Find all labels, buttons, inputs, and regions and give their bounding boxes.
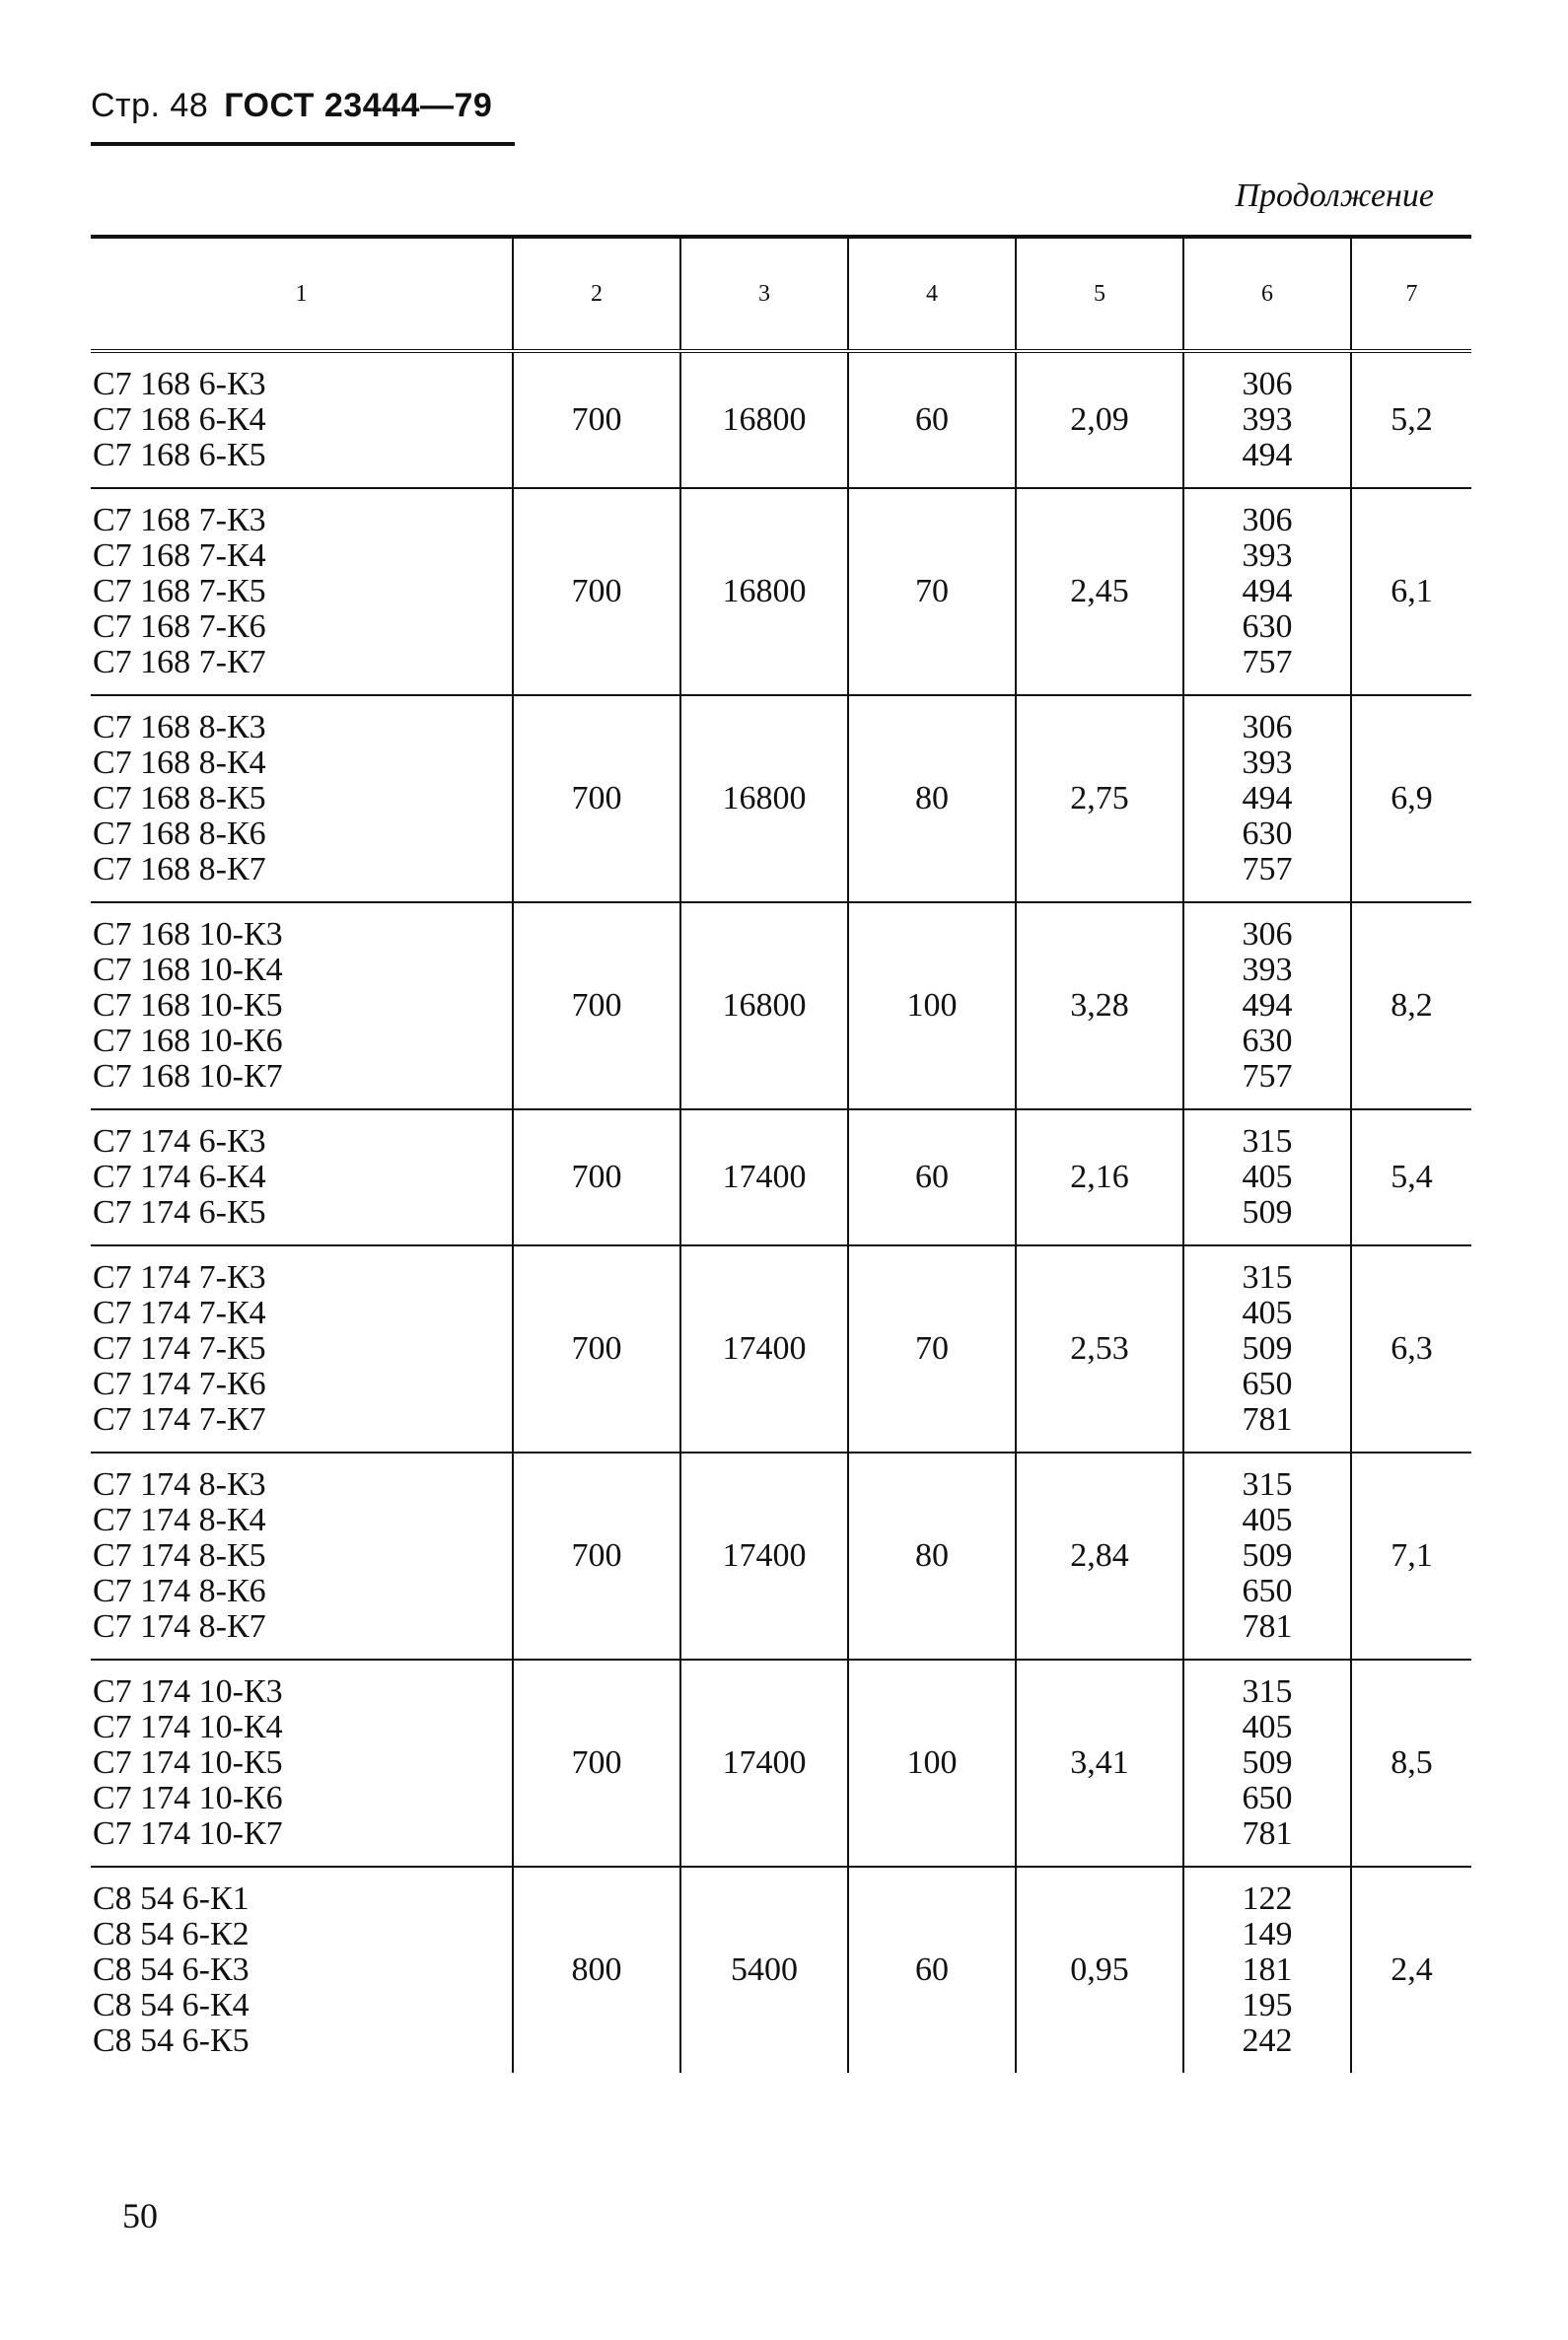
- designation-cell: [91, 902, 513, 1109]
- grade-cell-line: 630: [1242, 815, 1293, 852]
- designation-cell-line: С8 54 6-К4: [93, 1987, 249, 2023]
- value-cell-col7: 6,1: [1351, 488, 1471, 695]
- designation-cell-line: С7 168 10-К5: [93, 987, 283, 1024]
- column-header-4: 4: [848, 237, 1016, 351]
- grade-cell-line: 405: [1242, 1709, 1293, 1745]
- designation-cell-line: С8 54 6-К2: [93, 1916, 249, 1952]
- value-cell-col7: 6,9: [1351, 695, 1471, 902]
- value-cell-col3: 17400: [680, 1453, 848, 1660]
- grade-cell-line: 306: [1242, 502, 1293, 538]
- grade-cell: [1183, 488, 1351, 695]
- value-cell-col4: 100: [848, 1660, 1016, 1867]
- value-cell-col3: 17400: [680, 1245, 848, 1453]
- designation-cell-line: С7 174 10-К4: [93, 1709, 283, 1745]
- value-cell-col4: 80: [848, 695, 1016, 902]
- designation-cell-line: С7 174 7-К4: [93, 1295, 266, 1331]
- grade-cell-line: 393: [1242, 537, 1293, 574]
- grade-cell-line: 405: [1242, 1159, 1293, 1195]
- grade-cell-line: 781: [1242, 1815, 1293, 1852]
- table-row: [91, 1660, 1471, 1867]
- designation-cell: [91, 1453, 513, 1660]
- grade-cell-line: 509: [1242, 1537, 1293, 1574]
- designation-cell: [91, 695, 513, 902]
- grade-cell-line: 306: [1242, 366, 1293, 402]
- designation-cell-line: С7 168 6-К3: [93, 366, 266, 402]
- designation-cell-line: С7 174 8-К7: [93, 1608, 266, 1645]
- grade-cell-line: 757: [1242, 851, 1293, 887]
- designation-cell-line: С7 168 7-К5: [93, 573, 266, 609]
- designation-cell-line: С7 168 10-К3: [93, 916, 283, 953]
- grade-cell-line: 393: [1242, 745, 1293, 781]
- designation-cell: [91, 1245, 513, 1453]
- designation-cell-line: С8 54 6-К3: [93, 1951, 249, 1988]
- designation-cell-line: С7 168 8-К3: [93, 709, 266, 745]
- designation-cell-line: С7 174 7-К6: [93, 1366, 266, 1402]
- grade-cell-line: 306: [1242, 709, 1293, 745]
- value-cell-col5: 2,53: [1016, 1245, 1183, 1453]
- designation-cell-line: С7 168 7-К6: [93, 608, 266, 645]
- grade-cell-line: 405: [1242, 1502, 1293, 1538]
- grade-cell: [1183, 351, 1351, 488]
- designation-cell-line: С7 168 7-К7: [93, 644, 266, 680]
- table-row: [91, 1245, 1471, 1453]
- designation-cell-line: С7 168 10-К7: [93, 1058, 283, 1095]
- grade-cell-line: 315: [1242, 1673, 1293, 1710]
- designation-cell: [91, 1109, 513, 1245]
- grade-cell: [1183, 695, 1351, 902]
- designation-cell: [91, 488, 513, 695]
- value-cell-col3: 16800: [680, 351, 848, 488]
- grade-cell-line: 405: [1242, 1295, 1293, 1331]
- value-cell-col7: 5,2: [1351, 351, 1471, 488]
- grade-cell: [1183, 902, 1351, 1109]
- grade-cell-line: 315: [1242, 1466, 1293, 1503]
- header-rule: [91, 142, 515, 146]
- value-cell-col2: 700: [513, 1245, 680, 1453]
- grade-cell-line: 315: [1242, 1123, 1293, 1160]
- value-cell-col2: 700: [513, 695, 680, 902]
- grade-cell: [1183, 1245, 1351, 1453]
- designation-cell-line: С7 174 7-К3: [93, 1259, 266, 1296]
- grade-cell-line: 494: [1242, 437, 1293, 473]
- designation-cell-line: С7 174 8-К4: [93, 1502, 266, 1538]
- value-cell-col4: 60: [848, 351, 1016, 488]
- grade-cell-line: 650: [1242, 1573, 1293, 1609]
- value-cell-col2: 700: [513, 488, 680, 695]
- designation-cell-line: С7 168 7-К3: [93, 502, 266, 538]
- table-row: [91, 488, 1471, 695]
- value-cell-col5: 2,16: [1016, 1109, 1183, 1245]
- table-row: [91, 902, 1471, 1109]
- designation-cell-line: С8 54 6-К5: [93, 2022, 249, 2059]
- grade-cell-line: 393: [1242, 401, 1293, 438]
- grade-cell-line: 315: [1242, 1259, 1293, 1296]
- value-cell-col5: 2,84: [1016, 1453, 1183, 1660]
- grade-cell-line: 149: [1242, 1916, 1293, 1952]
- grade-cell-line: 494: [1242, 780, 1293, 816]
- designation-cell-line: С7 168 8-К5: [93, 780, 266, 816]
- value-cell-col2: 700: [513, 1453, 680, 1660]
- table-row: [91, 1109, 1471, 1245]
- value-cell-col3: 17400: [680, 1109, 848, 1245]
- designation-cell-line: С7 168 6-К5: [93, 437, 266, 473]
- value-cell-col4: 70: [848, 1245, 1016, 1453]
- value-cell-col5: 2,75: [1016, 695, 1183, 902]
- table-row: [91, 1453, 1471, 1660]
- designation-cell-line: С7 174 10-К7: [93, 1815, 283, 1852]
- designation-cell-line: С7 168 8-К7: [93, 851, 266, 887]
- value-cell-col3: 16800: [680, 902, 848, 1109]
- designation-cell-line: С7 174 7-К5: [93, 1330, 266, 1367]
- column-header-5: 5: [1016, 237, 1183, 351]
- value-cell-col4: 100: [848, 902, 1016, 1109]
- value-cell-col5: 3,41: [1016, 1660, 1183, 1867]
- grade-cell: [1183, 1453, 1351, 1660]
- designation-cell-line: С7 168 10-К6: [93, 1023, 283, 1059]
- column-header-3: 3: [680, 237, 848, 351]
- grade-cell-line: 242: [1242, 2022, 1293, 2059]
- column-header-7: 7: [1351, 237, 1471, 351]
- column-header-1: 1: [91, 237, 513, 351]
- grade-cell-line: 509: [1242, 1330, 1293, 1367]
- grade-cell: [1183, 1109, 1351, 1245]
- designation-cell-line: С7 168 6-К4: [93, 401, 266, 438]
- standard-number: ГОСТ 23444—79: [224, 87, 493, 124]
- grade-cell-line: 181: [1242, 1951, 1293, 1988]
- column-number-row: [91, 237, 1471, 351]
- grade-cell-line: 494: [1242, 987, 1293, 1024]
- grade-cell: [1183, 1660, 1351, 1867]
- value-cell-col2: 700: [513, 1660, 680, 1867]
- grade-cell-line: 650: [1242, 1366, 1293, 1402]
- designation-cell-line: С7 168 10-К4: [93, 952, 283, 988]
- value-cell-col3: 5400: [680, 1867, 848, 2073]
- designation-cell-line: С7 174 8-К6: [93, 1573, 266, 1609]
- continuation-label: Продолжение: [1235, 177, 1434, 214]
- grade-cell-line: 195: [1242, 1987, 1293, 2023]
- designation-cell-line: С7 174 10-К5: [93, 1744, 283, 1781]
- designation-cell-line: С7 174 7-К7: [93, 1401, 266, 1438]
- designation-cell-line: С7 168 8-К4: [93, 745, 266, 781]
- designation-cell: [91, 1660, 513, 1867]
- table-row: [91, 1867, 1471, 2073]
- column-header-6: 6: [1183, 237, 1351, 351]
- designation-cell: [91, 1867, 513, 2073]
- value-cell-col5: 2,45: [1016, 488, 1183, 695]
- grade-cell-line: 306: [1242, 916, 1293, 953]
- value-cell-col7: 5,4: [1351, 1109, 1471, 1245]
- value-cell-col4: 70: [848, 488, 1016, 695]
- value-cell-col7: 7,1: [1351, 1453, 1471, 1660]
- table-row: [91, 351, 1471, 488]
- grade-cell: [1183, 1867, 1351, 2073]
- value-cell-col5: 3,28: [1016, 902, 1183, 1109]
- grade-cell-line: 757: [1242, 1058, 1293, 1095]
- value-cell-col5: 0,95: [1016, 1867, 1183, 2073]
- grade-cell-line: 509: [1242, 1194, 1293, 1231]
- designation-cell-line: С7 174 8-К5: [93, 1537, 266, 1574]
- designation-cell-line: С7 174 10-К6: [93, 1780, 283, 1816]
- value-cell-col2: 800: [513, 1867, 680, 2073]
- page-header: [91, 87, 492, 125]
- grade-cell-line: 757: [1242, 644, 1293, 680]
- value-cell-col2: 700: [513, 902, 680, 1109]
- designation-cell-line: С7 174 10-К3: [93, 1673, 283, 1710]
- grade-cell-line: 494: [1242, 573, 1293, 609]
- value-cell-col7: 8,2: [1351, 902, 1471, 1109]
- grade-cell-line: 630: [1242, 608, 1293, 645]
- value-cell-col3: 16800: [680, 488, 848, 695]
- grade-cell-line: 781: [1242, 1401, 1293, 1438]
- designation-cell-line: С7 174 6-К3: [93, 1123, 266, 1160]
- grade-cell-line: 650: [1242, 1780, 1293, 1816]
- designation-cell-line: С7 174 6-К4: [93, 1159, 266, 1195]
- specification-table: [91, 235, 1471, 2073]
- value-cell-col5: 2,09: [1016, 351, 1183, 488]
- value-cell-col2: 700: [513, 1109, 680, 1245]
- value-cell-col7: 2,4: [1351, 1867, 1471, 2073]
- value-cell-col4: 80: [848, 1453, 1016, 1660]
- grade-cell-line: 781: [1242, 1608, 1293, 1645]
- value-cell-col3: 17400: [680, 1660, 848, 1867]
- value-cell-col2: 700: [513, 351, 680, 488]
- designation-cell-line: С8 54 6-К1: [93, 1880, 249, 1917]
- value-cell-col7: 8,5: [1351, 1660, 1471, 1867]
- designation-cell: [91, 351, 513, 488]
- column-header-2: 2: [513, 237, 680, 351]
- value-cell-col3: 16800: [680, 695, 848, 902]
- value-cell-col4: 60: [848, 1109, 1016, 1245]
- table-body: [91, 351, 1471, 2073]
- grade-cell-line: 393: [1242, 952, 1293, 988]
- value-cell-col4: 60: [848, 1867, 1016, 2073]
- designation-cell-line: С7 168 7-К4: [93, 537, 266, 574]
- page-number: 50: [122, 2196, 158, 2235]
- table-row: [91, 695, 1471, 902]
- page-reference: Стр. 48: [91, 87, 209, 124]
- designation-cell-line: С7 168 8-К6: [93, 815, 266, 852]
- grade-cell-line: 509: [1242, 1744, 1293, 1781]
- designation-cell-line: С7 174 6-К5: [93, 1194, 266, 1231]
- designation-cell-line: С7 174 8-К3: [93, 1466, 266, 1503]
- value-cell-col7: 6,3: [1351, 1245, 1471, 1453]
- grade-cell-line: 122: [1242, 1880, 1293, 1917]
- table-header: [91, 237, 1471, 351]
- grade-cell-line: 630: [1242, 1023, 1293, 1059]
